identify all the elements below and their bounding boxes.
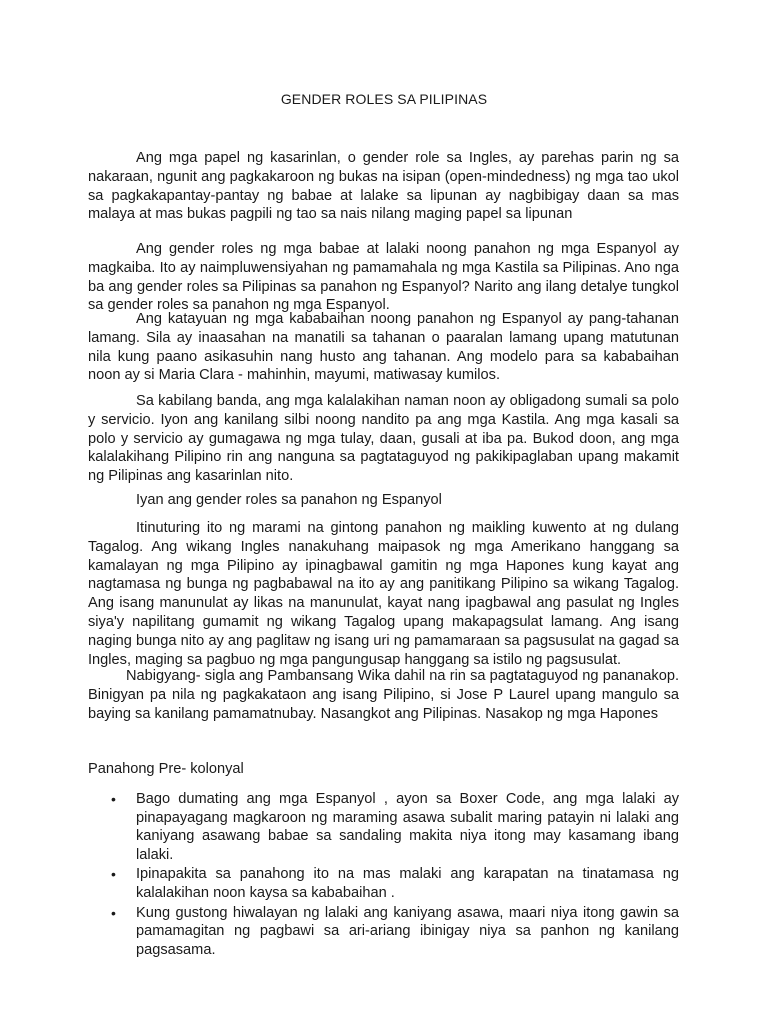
paragraph-women-status: Ang katayuan ng mga kababaihan noong panahon ng Espanyol ay pang-tahanan lamang. Sila ay inaasahan na manatili sa tahanan o paaralan lamang upang matutunan nila kung paano asikasuhin nang husto ang tahanan. Ang modelo para sa kababaihan noon ay si Maria Clara - mahinhin, mayumi, matiwasay kumilos.	[88, 311, 679, 384]
paragraph-golden-age: Itinuturing ito ng marami na gintong panahon ng maikling kuwento at ng dulang Tagalog. Ang wikang Ingles nanakuhang maipasok ng mga Amerikano hanggang sa kamalayan ng mga Pilipino ay ipinagbawal gamitin ng mga Hapones kung kayat ang nagtamasa ng bunga ng pagbabawal na ito ay ang panitikang Pilipino sa wikang Tagalog. Ang isang manunulat ay likas na manunulat, kayat nang ipagbawal ang pasulat ng Ingles siya'y napilitang gumamit ng wikang Tagalog upang makapagsulat lamang. Ang isang naging bunga nito ay ang paglitaw ng isang uri ng pamamaraan sa pagsusulat na gagad sa Ingles, maging sa pagbuo ng mga pangungusap hanggang sa istilo ng pagsusulat.	[88, 520, 679, 668]
bullet-icon: •	[111, 866, 116, 883]
bullet-text: Ipinapakita sa panahong ito na mas malaki ang karapatan na tinatamasa ng kalalakihan noon kaysa sa kababaihan .	[136, 866, 679, 901]
bullet-text: Kung gustong hiwalayan ng lalaki ang kaniyang asawa, maari niya itong gawin sa pamamagitan ng pagbawi sa ari-ariang ibinigay niya sa panhon ng kanilang pagsasama.	[136, 904, 679, 958]
section-heading-precolonial: Panahong Pre- kolonyal	[88, 761, 244, 777]
paragraph-national-language: Nabigyang- sigla ang Pambansang Wika dahil na rin sa pagtataguyod ng pananakop. Binigyan pa nila ng pagkakataon ang isang Pilipino, si Jose P Laurel upang mangulo sa baying sa kanilang pamamatnubay. Nasangkot ang Pilipinas. Nasakop ng mga Hapones	[88, 668, 679, 722]
bullet-item	[88, 790, 679, 864]
paragraph-summary-line: Iyan ang gender roles sa panahon ng Espanyol	[136, 492, 442, 508]
bullet-item	[88, 904, 679, 960]
paragraph-spanish-era: Ang gender roles ng mga babae at lalaki noong panahon ng mga Espanyol ay magkaiba. Ito ay naimpluwensiyahan ng pamamahala ng mga Kastila sa Pilipinas. Ano nga ba ang gender roles sa Pilipinas sa panahon ng Espanyol? Narito ang ilang detalye tungkol sa gender roles sa panahon ng mga Espanyol.	[88, 241, 679, 314]
paragraph-men-status: Sa kabilang banda, ang mga kalalakihan naman noon ay obligadong sumali sa polo y servicio. Iyon ang kanilang silbi noong nandito pa ang mga Kastila. Ang mga kasali sa polo y servicio ay gumagawa ng mga tulay, daan, gusali at iba pa. Bukod doon, ang mga kalalakihang Pilipino rin ang nanguna sa pagtataguyod ng pakikipaglaban upang makamit ng Pilipinas ang kasarinlan nito.	[88, 393, 679, 485]
bullet-icon: •	[111, 791, 116, 807]
bullet-text: Bago dumating ang mga Espanyol , ayon sa Boxer Code, ang mga lalaki ay pinapayagang magkaroon ng maraming asawa subalit maring patayin ni lalaki ang kaniyang asawang babae sa sandaling makita niya itong may kasamang ibang lalaki.	[136, 791, 679, 863]
bullet-item	[88, 865, 679, 902]
bullet-icon: •	[111, 904, 116, 921]
bullet-list	[88, 790, 679, 960]
paragraph-intro: Ang mga papel ng kasarinlan, o gender role sa Ingles, ay parehas parin ng sa nakaraan, ngunit ang pagkakaroon ng bukas na isipan (open-mindedness) ng mga tao ukol sa pagkakapantay-pantay ng babae at lalake sa lipunan ay nagbibigay daan sa mas malaya at mas bukas pagpili ng tao sa nais nilang maging papel sa lipunan	[88, 150, 679, 223]
document-title: GENDER ROLES SA PILIPINAS	[280, 91, 488, 107]
